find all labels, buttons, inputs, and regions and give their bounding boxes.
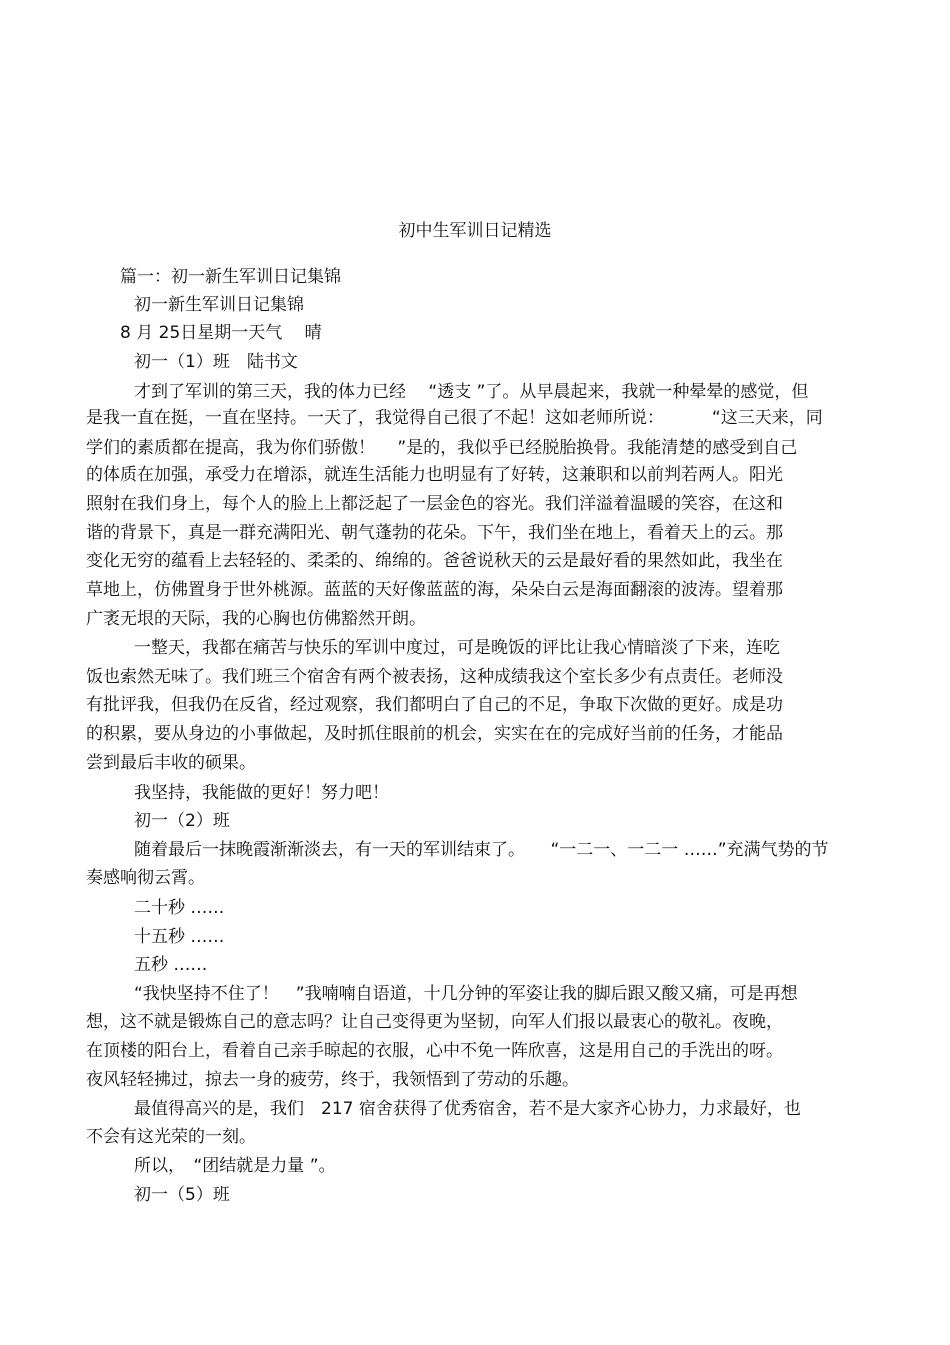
paragraph-line: 在顶楼的阳台上，看着自己亲手晾起的衣服，心中不免一阵欣喜，这是用自己的手洗出的呀。 xyxy=(86,1041,783,1061)
subsection-heading: 初一新生军训日记集锦 xyxy=(134,295,304,315)
paragraph-line: 谐的背景下，真是一群充满阳光、朝气蓬勃的花朵。下午，我们坐在地上，看着天上的云。那 xyxy=(86,523,783,543)
class-heading: 初一（2）班 xyxy=(134,811,230,831)
countdown-line: 十五秒 …… xyxy=(134,927,225,947)
paragraph-line: 夜风轻轻拂过，掠去一身的疲劳，终于，我领悟到了劳动的乐趣。 xyxy=(86,1070,579,1090)
paragraph-line: 所以， “团结就是力量 ”。 xyxy=(134,1156,336,1176)
paragraph-line: “我快坚持不住了！ ”我喃喃自语道，十几分钟的军姿让我的脚后跟又酸又痛，可是再想 xyxy=(134,984,798,1004)
class-author-line: 初一（1）班 陆书文 xyxy=(134,352,298,372)
paragraph-line: 饭也索然无味了。我们班三个宿舍有两个被表扬，这种成绩我这个室长多少有点责任。老师没 xyxy=(86,667,783,687)
class-heading: 初一（5）班 xyxy=(134,1185,230,1205)
document-title: 初中生军训日记精选 xyxy=(398,221,552,241)
paragraph-line: 的积累，要从身边的小事做起，及时抓住眼前的机会，实实在在的完成好当前的任务，才能品 xyxy=(86,724,783,744)
paragraph-line: 广袤无垠的天际，我的心胸也仿佛豁然开朗。 xyxy=(86,609,426,629)
paragraph-line: 有批评我，但我仍在反省，经过观察，我们都明白了自己的不足，争取下次做的更好。成是功 xyxy=(86,695,783,715)
paragraph-line: 的体质在加强，承受力在增添，就连生活能力也明显有了好转，这兼职和以前判若两人。阳光 xyxy=(86,465,783,485)
paragraph-line: 想，这不就是锻炼自己的意志吗？让自己变得更为坚韧，向军人们报以最衷心的敬礼。夜晚， xyxy=(86,1012,783,1032)
paragraph-line: 学们的素质都在提高，我为你们骄傲！ ”是的，我似乎已经脱胎换骨。我能清楚的感受到自己 xyxy=(86,438,798,458)
paragraph-line: 才到了军训的第三天，我的体力已经 “透支 ”了。从早晨起来，我就一种晕晕的感觉，但 xyxy=(134,382,809,402)
paragraph-line: 变化无穷的蕴看上去轻轻的、柔柔的、绵绵的。爸爸说秋天的云是最好看的果然如此，我坐在 xyxy=(86,551,783,571)
paragraph-line: 是我一直在挺，一直在坚持。一天了，我觉得自己很了不起！这如老师所说： “这三天来，同 xyxy=(86,408,823,428)
paragraph-line: 不会有这光荣的一刻。 xyxy=(86,1127,256,1147)
paragraph-line: 随着最后一抹晚霞渐渐淡去，有一天的军训结束了。 “一二一、一二一 ……”充满气势的节 xyxy=(134,840,829,860)
paragraph-line: 奏感响彻云霄。 xyxy=(86,868,205,888)
date-weather-line: 8 月 25日星期一天气 晴 xyxy=(120,323,322,343)
paragraph-line: 草地上，仿佛置身于世外桃源。蓝蓝的天好像蓝蓝的海，朵朵白云是海面翻滚的波涛。望着那 xyxy=(86,580,783,600)
paragraph-line: 我坚持，我能做的更好！努力吧！ xyxy=(134,783,389,803)
paragraph-line: 尝到最后丰收的硕果。 xyxy=(86,753,256,773)
countdown-line: 二十秒 …… xyxy=(134,898,225,918)
paragraph-line: 最值得高兴的是，我们 217 宿舍获得了优秀宿舍，若不是大家齐心协力，力求最好，也 xyxy=(134,1099,801,1119)
paragraph-line: 照射在我们身上，每个人的脸上上都泛起了一层金色的容光。我们洋溢着温暖的笑容，在这和 xyxy=(86,494,783,514)
section-heading: 篇一：初一新生军训日记集锦 xyxy=(120,267,341,287)
paragraph-line: 一整天，我都在痛苦与快乐的军训中度过，可是晚饭的评比让我心情暗淡了下来，连吃 xyxy=(134,638,780,658)
countdown-line: 五秒 …… xyxy=(134,955,208,975)
